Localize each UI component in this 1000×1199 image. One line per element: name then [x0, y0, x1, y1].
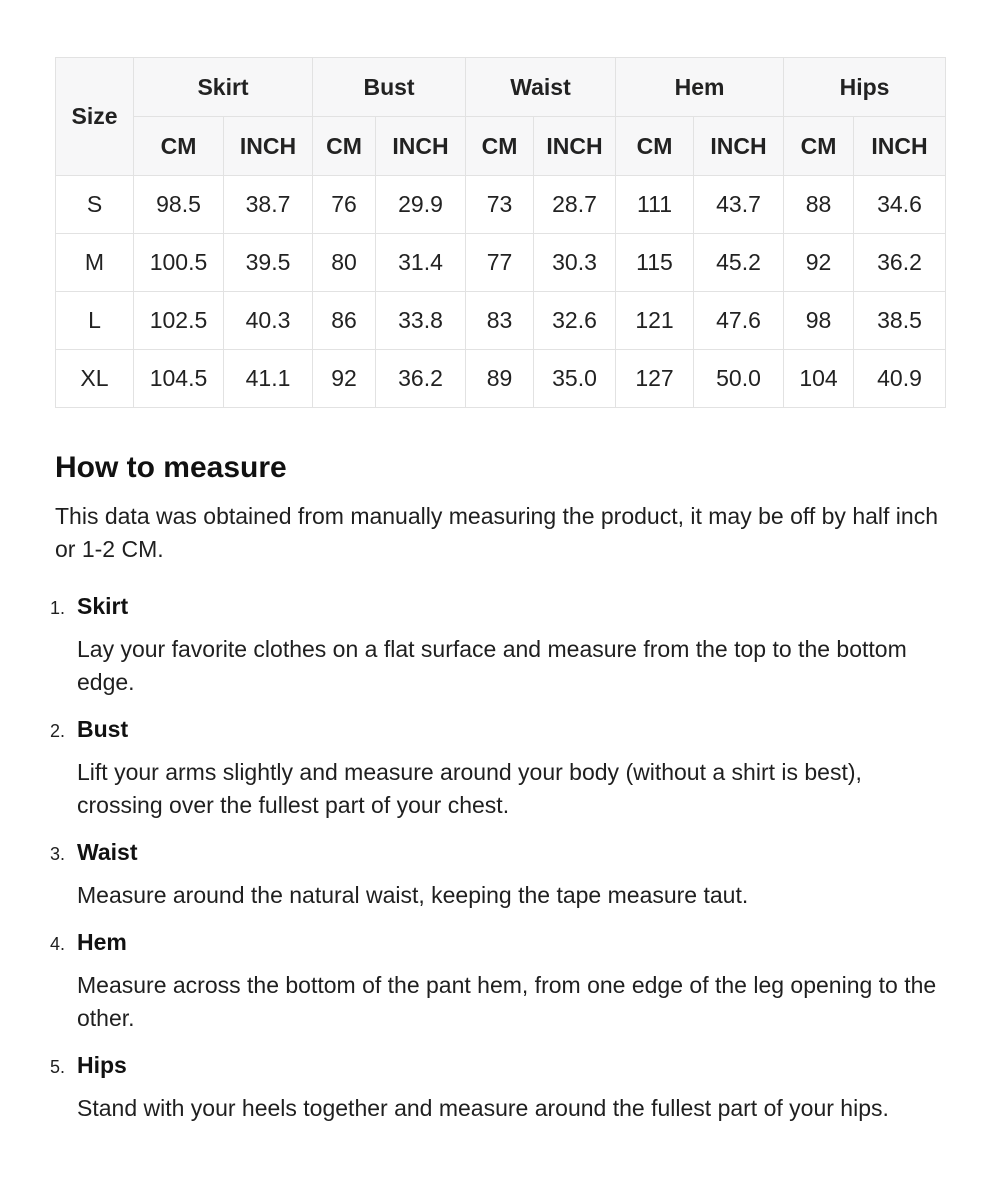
measurement-cell: 104 — [784, 350, 854, 408]
unit-header-hips-cm: CM — [784, 117, 854, 176]
measurement-cell: 43.7 — [694, 176, 784, 234]
step-label: Hem — [77, 929, 127, 955]
list-item-bust — [50, 713, 945, 822]
measurement-cell: 127 — [616, 350, 694, 408]
measurement-cell: 36.2 — [854, 234, 946, 292]
measuring-disclaimer: This data was obtained from manually measuring the product, it may be off by half inch or 1-2 CM. — [55, 503, 938, 562]
measurement-cell: 111 — [616, 176, 694, 234]
unit-header-bust-inch: INCH — [376, 117, 466, 176]
step-label: Skirt — [77, 593, 129, 619]
step-number: 5. — [50, 1057, 66, 1077]
measurement-cell: 32.6 — [534, 292, 616, 350]
step-body — [77, 1049, 945, 1125]
size-cell: M — [56, 234, 134, 292]
measurement-cell: 83 — [466, 292, 534, 350]
unit-header-skirt-cm: CM — [134, 117, 224, 176]
measurement-cell: 80 — [313, 234, 376, 292]
step-number: 4. — [50, 934, 66, 954]
measurement-cell: 76 — [313, 176, 376, 234]
step-description: Measure around the natural waist, keeping the tape measure taut. — [77, 882, 749, 908]
group-header-hips: Hips — [784, 58, 946, 117]
measurement-cell: 41.1 — [224, 350, 313, 408]
unit-header-skirt-inch: INCH — [224, 117, 313, 176]
measurement-cell: 86 — [313, 292, 376, 350]
group-header-bust: Bust — [313, 58, 466, 117]
step-label: Waist — [77, 839, 138, 865]
measurement-cell: 29.9 — [376, 176, 466, 234]
measurement-cell: 47.6 — [694, 292, 784, 350]
list-item-waist — [50, 836, 945, 912]
step-description: Lift your arms slightly and measure around your body (without a shirt is best), crossing over the fullest part of your chest. — [77, 759, 862, 818]
measurement-cell: 30.3 — [534, 234, 616, 292]
measurement-cell: 39.5 — [224, 234, 313, 292]
measurement-cell: 115 — [616, 234, 694, 292]
step-body — [77, 836, 945, 912]
measurement-cell: 28.7 — [534, 176, 616, 234]
measurement-cell: 35.0 — [534, 350, 616, 408]
step-description: Lay your favorite clothes on a flat surface and measure from the top to the bottom edge. — [77, 636, 907, 695]
step-number: 2. — [50, 721, 66, 741]
measurement-cell: 121 — [616, 292, 694, 350]
table-group-header-row — [56, 58, 946, 117]
group-header-skirt: Skirt — [134, 58, 313, 117]
size-column-header: Size — [56, 58, 134, 176]
group-header-waist: Waist — [466, 58, 616, 117]
step-body — [77, 713, 945, 822]
measurement-cell: 36.2 — [376, 350, 466, 408]
measurement-cell: 40.9 — [854, 350, 946, 408]
table-row — [56, 292, 946, 350]
measurement-cell: 31.4 — [376, 234, 466, 292]
group-header-hem: Hem — [616, 58, 784, 117]
list-item-skirt — [50, 590, 945, 699]
unit-header-waist-inch: INCH — [534, 117, 616, 176]
measurement-cell: 40.3 — [224, 292, 313, 350]
measurement-cell: 38.5 — [854, 292, 946, 350]
measurement-cell: 34.6 — [854, 176, 946, 234]
step-label: Hips — [77, 1052, 127, 1078]
measurement-cell: 100.5 — [134, 234, 224, 292]
unit-header-hips-inch: INCH — [854, 117, 946, 176]
step-label: Bust — [77, 716, 129, 742]
measurement-cell: 77 — [466, 234, 534, 292]
measurement-cell: 33.8 — [376, 292, 466, 350]
step-description: Measure across the bottom of the pant hem, from one edge of the leg opening to the other. — [77, 972, 937, 1031]
measurement-cell: 45.2 — [694, 234, 784, 292]
size-cell: L — [56, 292, 134, 350]
table-row — [56, 234, 946, 292]
size-chart-table — [55, 57, 946, 408]
step-number: 3. — [50, 844, 66, 864]
list-item-hips — [50, 1049, 945, 1125]
table-unit-header-row — [56, 117, 946, 176]
section-title: How to measure — [55, 451, 287, 484]
measurement-cell: 92 — [784, 234, 854, 292]
measurement-cell: 88 — [784, 176, 854, 234]
size-cell: XL — [56, 350, 134, 408]
measure-steps-list — [50, 590, 945, 1125]
list-item-hem — [50, 926, 945, 1035]
measurement-cell: 102.5 — [134, 292, 224, 350]
step-body — [77, 926, 945, 1035]
unit-header-bust-cm: CM — [313, 117, 376, 176]
measurement-cell: 92 — [313, 350, 376, 408]
unit-header-hem-inch: INCH — [694, 117, 784, 176]
step-number: 1. — [50, 598, 66, 618]
table-row — [56, 176, 946, 234]
measurement-cell: 98 — [784, 292, 854, 350]
measurement-cell: 98.5 — [134, 176, 224, 234]
table-row — [56, 350, 946, 408]
measurement-cell: 38.7 — [224, 176, 313, 234]
step-description: Stand with your heels together and measure around the fullest part of your hips. — [77, 1095, 889, 1121]
size-cell: S — [56, 176, 134, 234]
measurement-cell: 89 — [466, 350, 534, 408]
step-body — [77, 590, 945, 699]
measurement-cell: 73 — [466, 176, 534, 234]
unit-header-hem-cm: CM — [616, 117, 694, 176]
measurement-cell: 50.0 — [694, 350, 784, 408]
measurement-cell: 104.5 — [134, 350, 224, 408]
unit-header-waist-cm: CM — [466, 117, 534, 176]
